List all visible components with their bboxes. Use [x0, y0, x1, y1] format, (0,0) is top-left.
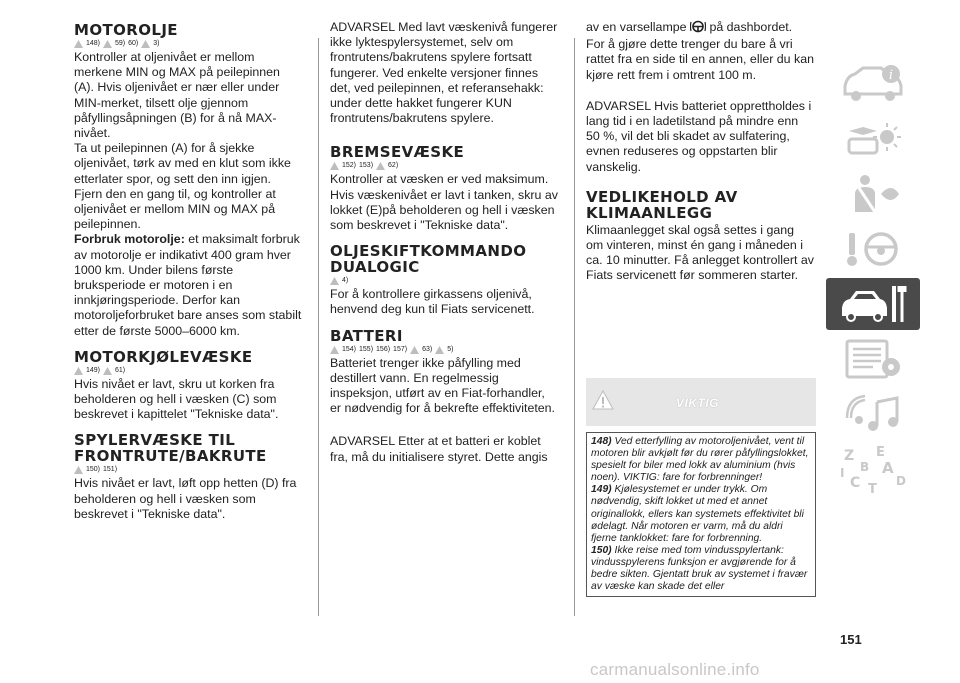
tab-index[interactable] — [826, 443, 920, 495]
section-title-batteri: BATTERI — [330, 326, 403, 345]
reference-marks: 4) — [330, 276, 558, 285]
column-divider — [574, 38, 575, 616]
warning-icon — [376, 162, 385, 170]
tab-multimedia[interactable] — [826, 388, 920, 440]
paragraph: Forbruk motorolje: et maksimalt forbruk av motorolje er indikativt 400 gram hver 1000 km. Under bilens første bruksperiode er motoren i en innkjøringsperiode. Derfor kan motoroljeforbruket bare anses som stabilt etter de første 5000–6000 km. — [74, 232, 302, 338]
svg-text:i: i — [888, 68, 894, 83]
index-letter: D — [896, 474, 906, 488]
paragraph: Hvis nivået er lavt, løft opp hetten (D) fra beholderen og hell i væsken som beskrevet i "Tekniske data". — [74, 476, 297, 521]
note-150: 150) Ikke reise med tom vindusspylertank: vindusspylerens funksjon er avgjørende for å bedre sikten. Gjentatt bruk av systemet i fravær av væske kan skade det eller — [591, 544, 808, 593]
warning-icon — [435, 346, 444, 354]
column-divider — [318, 38, 319, 616]
warning-icon — [592, 390, 614, 415]
reference-marks: 152) 153) 62) — [330, 161, 558, 170]
bold-label: Forbruk motorolje: — [74, 232, 185, 247]
paragraph: Hvis nivået er lavt, skru ut korken fra beholderen og hell i væsken (C) som beskrevet i kapittelet "Tekniske data". — [74, 376, 279, 422]
info-icon — [841, 62, 905, 106]
paragraph: Kontroller at oljenivået er mellom merkene MIN og MAX på peilepinnen (A). Hvis oljenivået er nær eller under MIN-merket, tilsett olje gjennom påfyllingsåpningen (B) for å nå MAX-nivået. — [74, 50, 280, 141]
column-3 — [586, 22, 814, 284]
warning-icon — [410, 346, 419, 354]
tab-car-maintenance[interactable] — [826, 278, 920, 330]
lights-icon — [841, 117, 905, 161]
column-1 — [74, 22, 302, 522]
index-letter: C — [850, 475, 861, 491]
warning-icon — [74, 466, 83, 474]
paragraph: ADVARSEL Hvis batteriet opprettholdes i lang tid i en ladetilstand på mindre enn 50 %, vil det bli skadet av sulfatering, evnen reduseres og oppstarten blir vanskelig. — [586, 98, 812, 174]
index-letter: Z — [844, 448, 855, 464]
car-maintenance-icon — [838, 282, 908, 326]
reference-marks: 148) 59) 60) 3) — [74, 39, 302, 48]
warning-icon — [330, 277, 339, 285]
warning-icon — [330, 346, 339, 354]
section-title-oljeskiftkommando: OLJESKIFTKOMMANDO DUALOGIC — [330, 242, 527, 277]
reference-marks: 150) 151) — [74, 465, 302, 474]
column-2 — [330, 22, 558, 465]
tab-lights[interactable] — [826, 113, 920, 165]
note-148: 148) Ved etterfylling av motoroljenivået, vent til motoren blir avkjølt før du rører påfyllingslokket, spesielt for biler med lokk av aluminium (hvis noen). VIKTIG: fare for forbrenninger! — [591, 436, 809, 484]
viktig-body — [586, 432, 816, 597]
key-steering-icon — [841, 227, 905, 271]
reference-marks: 154) 155) 156) 157) 63) 5) — [330, 345, 558, 354]
warning-icon — [103, 40, 112, 48]
index-letter: A — [882, 459, 894, 477]
index-letter: B — [860, 460, 870, 474]
viktig-warning-box — [586, 378, 816, 597]
paragraph: Batteriet trenger ikke påfylling med destillert vann. En regelmessig inspeksjon, utført av en Fiat-forhandler, er nødvendig for å bekrefte effektiviteten. — [330, 355, 555, 416]
tab-specifications[interactable] — [826, 333, 920, 385]
tab-seatbelt-airbag[interactable] — [826, 168, 920, 220]
specifications-icon — [841, 337, 905, 381]
paragraph: Klimaanlegget skal også settes i gang om vinteren, minst én gang i måneden i ca. 10 minutter. Få anlegget kontrollert av Fiats servicenett før sommeren starter. — [586, 222, 814, 283]
section-title-bremsevaeske: BREMSEVÆSKE — [330, 143, 465, 162]
paragraph: Ta ut peilepinnen (A) for å sjekke oljenivået, tørk av med en klut som ikke etterlater spor, og sett den inn igjen. Fjern den en gang til, og kontroller at oljenivået er mellom MIN og MAX på peilepinnen. — [74, 141, 291, 232]
paragraph: Kontroller at væsken er ved maksimum. — [330, 172, 549, 187]
reference-marks: 149) 61) — [74, 366, 302, 375]
seatbelt-airbag-icon — [841, 172, 905, 216]
steering-warning-lamp-icon — [690, 20, 706, 37]
warning-icon — [74, 40, 83, 48]
page-number: 151 — [840, 632, 862, 647]
note-149: 149) Kjølesystemet er under trykk. Om nødvendig, skift lokket ut med et annet originallokk, ellers kan systemets effektivitet bli ødelagt. Når motoren er varm, må du aldri fjerne tanklokket: fare for forbrenning. — [591, 484, 804, 544]
warning-icon — [141, 40, 150, 48]
viktig-title: VIKTIG — [676, 396, 720, 410]
index-icon — [838, 443, 908, 495]
paragraph: av en varsellampe på dashbordet. For å gjøre dette trenger du bare å vri rattet fra en side til en annen, eller du kan kjøre rett frem i omtrent 100 m. — [586, 20, 814, 82]
paragraph: Hvis væskenivået er lavt i tanken, skru av lokket (E)på beholderen og hell i væsken som beskrevet i "Tekniske data". — [330, 187, 558, 233]
multimedia-icon — [841, 392, 905, 436]
tab-key-steering[interactable] — [826, 223, 920, 275]
viktig-header — [586, 378, 816, 426]
section-title-spylervaeske: SPYLERVÆSKE TIL FRONTRUTE/BAKRUTE — [74, 431, 267, 466]
warning-icon — [330, 162, 339, 170]
index-letter: E — [876, 445, 885, 460]
paragraph: ADVARSEL Etter at et batteri er koblet fra, må du initialisere styret. Dette angis — [330, 434, 548, 464]
paragraph: ADVARSEL Med lavt væskenivå fungerer ikke lyktespylersystemet, selv om frontrutens/bakrutens spylere fortsatt fungerer. Ved enkelte versjoner finnes det, ved peilepinnen, et referansehakk: under dette hakket fungerer KUN frontrutens/bakrutens spylere. — [330, 20, 558, 126]
paragraph: For å kontrollere girkassens oljenivå, henvend deg kun til Fiats servicenett. — [330, 287, 535, 317]
index-letter: I — [840, 466, 845, 480]
chapter-sidebar — [826, 58, 920, 498]
warning-icon — [103, 367, 112, 375]
index-letter: T — [868, 482, 877, 495]
section-title-motorolje: MOTOROLJE — [74, 21, 178, 39]
section-title-klimaanlegg: VEDLIKEHOLD AV KLIMAANLEGG — [586, 187, 738, 222]
warning-icon — [74, 367, 83, 375]
tab-info[interactable] — [826, 58, 920, 110]
watermark: carmanualsonline.info — [590, 660, 760, 679]
section-title-kjolevaeske: MOTORKJØLEVÆSKE — [74, 347, 253, 366]
